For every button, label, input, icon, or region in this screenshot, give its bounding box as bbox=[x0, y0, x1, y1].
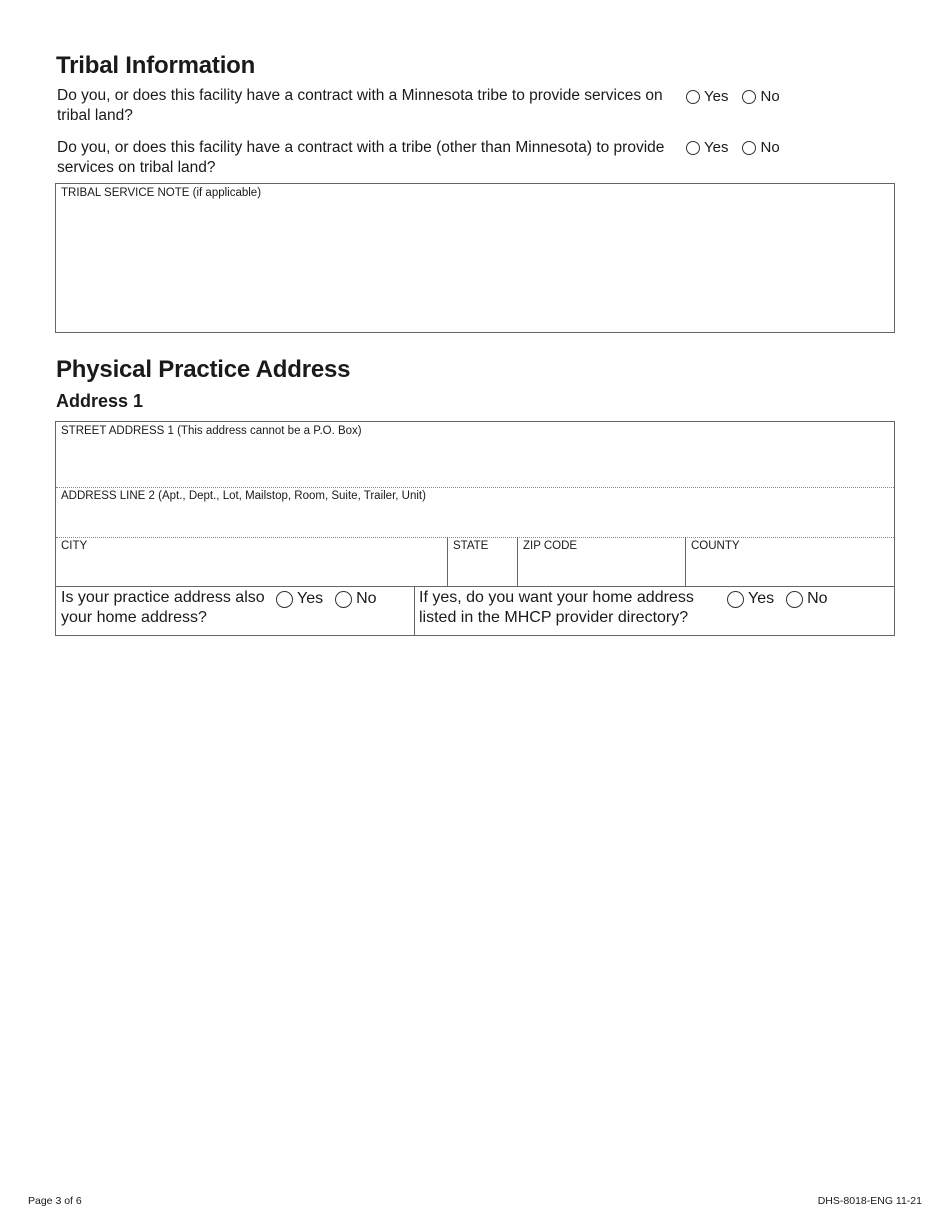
directory-no-radio[interactable] bbox=[786, 590, 827, 608]
tribal-q1-no-radio[interactable] bbox=[742, 88, 779, 105]
county-label: COUNTY bbox=[691, 540, 740, 552]
zip-code-field[interactable] bbox=[517, 537, 685, 586]
tribal-question-1: Do you, or does this facility have a contract with a Minnesota tribe to provide services on tribal land? bbox=[57, 87, 663, 124]
directory-question-cell bbox=[414, 586, 895, 636]
zip-code-label: ZIP CODE bbox=[523, 540, 578, 552]
home-address-no-radio[interactable] bbox=[335, 590, 376, 608]
radio-label: No bbox=[760, 88, 780, 105]
radio-label: Yes bbox=[297, 590, 324, 607]
home-address-yes-radio[interactable] bbox=[276, 590, 323, 608]
radio-label: Yes bbox=[704, 88, 729, 105]
radio-circle-icon[interactable] bbox=[786, 591, 803, 608]
radio-circle-icon[interactable] bbox=[686, 90, 700, 104]
tribal-q1-radio-group bbox=[686, 88, 780, 105]
home-address-question-cell bbox=[56, 586, 414, 636]
radio-label: No bbox=[760, 139, 780, 156]
address-heading: Physical Practice Address bbox=[56, 356, 351, 383]
home-address-question: Is your practice address also your home address? bbox=[61, 589, 265, 626]
tribal-heading: Tribal Information bbox=[56, 52, 256, 79]
tribal-q2-yes-radio[interactable] bbox=[686, 139, 728, 156]
radio-circle-icon[interactable] bbox=[686, 141, 700, 155]
address-line-2-field[interactable] bbox=[56, 487, 894, 537]
form-id: DHS-8018-ENG 11-21 bbox=[817, 1195, 922, 1207]
state-label: STATE bbox=[453, 540, 489, 552]
radio-circle-icon[interactable] bbox=[276, 591, 293, 608]
tribal-q2-no-radio[interactable] bbox=[742, 139, 779, 156]
tribal-q2-radio-group bbox=[686, 139, 780, 156]
street-address-1-field[interactable] bbox=[56, 422, 894, 487]
radio-label: No bbox=[356, 590, 377, 607]
radio-label: Yes bbox=[704, 139, 729, 156]
directory-question: If yes, do you want your home address listed in the MHCP provider directory? bbox=[419, 589, 694, 626]
tribal-service-note-label: TRIBAL SERVICE NOTE (if applicable) bbox=[61, 187, 262, 199]
tribal-service-note-field[interactable] bbox=[55, 183, 895, 333]
tribal-question-2: Do you, or does this facility have a contract with a tribe (other than Minnesota) to provide services on tribal land? bbox=[57, 139, 665, 176]
directory-radio-group bbox=[727, 590, 828, 608]
page-number: Page 3 of 6 bbox=[28, 1195, 82, 1207]
radio-circle-icon[interactable] bbox=[335, 591, 352, 608]
tribal-q1-yes-radio[interactable] bbox=[686, 88, 728, 105]
directory-yes-radio[interactable] bbox=[727, 590, 774, 608]
radio-circle-icon[interactable] bbox=[742, 141, 756, 155]
radio-circle-icon[interactable] bbox=[742, 90, 756, 104]
state-field[interactable] bbox=[447, 537, 517, 586]
city-label: CITY bbox=[61, 540, 88, 552]
county-field[interactable] bbox=[685, 537, 895, 586]
radio-label: Yes bbox=[748, 590, 775, 607]
home-address-radio-group bbox=[276, 590, 377, 608]
address-table bbox=[55, 421, 895, 636]
city-field[interactable] bbox=[56, 537, 447, 586]
address-line-2-label: ADDRESS LINE 2 (Apt., Dept., Lot, Mailstop, Room, Suite, Trailer, Unit) bbox=[61, 490, 426, 502]
street-address-1-label: STREET ADDRESS 1 (This address cannot be a P.O. Box) bbox=[61, 425, 362, 437]
radio-circle-icon[interactable] bbox=[727, 591, 744, 608]
radio-label: No bbox=[807, 590, 828, 607]
address-subheading: Address 1 bbox=[56, 391, 144, 411]
